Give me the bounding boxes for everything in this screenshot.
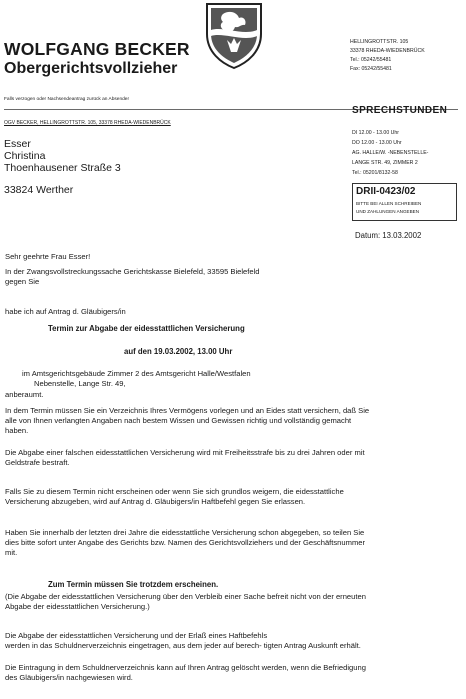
intro-request: habe ich auf Antrag d. Gläubigers/in xyxy=(5,307,126,316)
office-hours-line: DI 12.00 - 13.00 Uhr xyxy=(352,130,400,136)
paragraph-line: (Die Abgabe der eidesstattlichen Versicherung über den Verbleib einer Sache befreit nicht von der erneuten xyxy=(5,592,366,601)
sender-title: Obergerichtsvollzieher xyxy=(4,60,178,77)
office-hours-line: Tel.: 05201/8132-58 xyxy=(352,170,398,176)
paragraph-attendance xyxy=(5,592,457,612)
paragraph-line: mit. xyxy=(5,547,18,557)
paragraph-line: Haben Sie innerhalb der letzten drei Jahre die eidesstattliche Versicherung schon abgegeben, so teilen Sie xyxy=(5,528,365,537)
recipient-surname: Esser xyxy=(4,138,31,150)
paragraph-deletion xyxy=(5,663,457,683)
appointment-scheduled: anberaumt. xyxy=(5,390,44,399)
recipient-address xyxy=(4,138,121,196)
recipient-city: 33824 Werther xyxy=(4,184,74,196)
paragraph-register xyxy=(5,631,457,651)
contact-city: 33378 RHEDA-WIEDENBRÜCK xyxy=(350,48,425,54)
office-hours-line: DO 12.00 - 13.00 Uhr xyxy=(352,140,402,146)
paragraph-line: des Gläubigers/in nachgewiesen wird. xyxy=(5,672,133,682)
reference-number: DRII-0423/02 xyxy=(356,186,416,197)
paragraph-line: Falls Sie zu diesem Termin nicht erscheinen oder wenn Sie sich grundlos weigern, die eidesstattliche xyxy=(5,487,344,496)
paragraph-line: In dem Termin müssen Sie ein Verzeichnis Ihres Vermögens vorlegen und an Eides statt versichern, daß Sie xyxy=(5,406,370,415)
office-hours-line: LANGE STR. 49, ZIMMER 2 xyxy=(352,160,418,166)
intro-paragraph xyxy=(5,267,457,287)
paragraph-line: werden in das Schuldnerverzeichnis eingetragen, aus dem jeder auf berech- tigten Antrag Auskunft erhält. xyxy=(5,640,361,650)
paragraph-duties xyxy=(5,406,457,435)
sender-address-line: OGV BECKER, HELLINGROTTSTR. 105, 33378 RHEDA-WIEDENBRÜCK xyxy=(4,120,171,126)
reference-note-line: UND ZAHLUNGEN ANGEBEN xyxy=(356,209,420,214)
paragraph-line: haben. xyxy=(5,425,29,435)
sender-name: WOLFGANG BECKER xyxy=(4,39,190,59)
paragraph-line: Versicherung abzugeben, wird auf Antrag d. Gläubigers/in Haftbefehl gegen Sie erlassen. xyxy=(5,496,306,506)
office-hours-heading: SPRECHSTUNDEN xyxy=(352,105,448,116)
recipient-street: Thoenhausener Straße 3 xyxy=(4,162,121,174)
contact-block xyxy=(350,38,462,74)
paragraph-line: Die Abgabe einer falschen eidesstattlichen Versicherung wird mit Freiheitsstrafe bis zu drei Jahren oder mit xyxy=(5,448,365,457)
contact-street: HELLINGROTTSTR. 105 xyxy=(350,39,409,45)
recipient-firstname: Christina xyxy=(4,150,46,162)
intro-line: gegen Sie xyxy=(5,276,40,286)
intro-line: In der Zwangsvollstreckungssache Gerichtskasse Bielefeld, 33595 Bielefeld xyxy=(5,267,260,276)
paragraph-line: Abgabe der eidesstattlichen Versicherung.) xyxy=(5,601,150,611)
reference-note xyxy=(356,200,421,216)
appointment-heading: Termin zur Abgabe der eidesstattlichen Versicherung xyxy=(48,324,245,333)
contact-fax: Fax: 05242/55481 xyxy=(350,66,392,72)
attendance-notice: Zum Termin müssen Sie trotzdem erscheinen. xyxy=(48,580,219,589)
paragraph-penalty xyxy=(5,448,457,468)
appointment-location xyxy=(22,369,452,389)
paragraph-warrant xyxy=(5,487,457,507)
reference-box xyxy=(352,183,457,221)
location-line: Nebenstelle, Lange Str. 49, xyxy=(34,378,126,388)
office-hours-list xyxy=(352,128,460,178)
appointment-date: auf den 19.03.2002, 13.00 Uhr xyxy=(124,347,233,356)
paragraph-line: Die Abgabe der eidesstattlichen Versicherung und der Erlaß eines Haftbefehls xyxy=(5,631,268,640)
reference-note-line: BITTE BEI ALLEN SCHREIBEN xyxy=(356,201,422,206)
return-note: Falls verzogen oder Nachsendeantrag zurück an Absender xyxy=(4,97,130,102)
paragraph-line: Die Eintragung in dem Schuldnerverzeichnis kann auf Ihren Antrag gelöscht werden, wenn die Befriedigung xyxy=(5,663,366,672)
salutation: Sehr geehrte Frau Esser! xyxy=(5,252,91,261)
paragraph-line: dies bitte sofort unter Angabe des Gerichts bzw. Namen des Gerichtsvollziehers und der Geschäftsnummer xyxy=(5,537,366,547)
paragraph-line: Geldstrafe bestraft. xyxy=(5,457,70,467)
paragraph-line: alle von Ihnen verlangten Angaben nach bestem Wissen und Gewissen richtig und vollständig gemacht xyxy=(5,415,352,425)
paragraph-prior-declaration xyxy=(5,528,457,557)
coat-of-arms-icon xyxy=(203,0,265,70)
letter-date: Datum: 13.03.2002 xyxy=(355,231,422,240)
contact-phone: Tel.: 05242/55481 xyxy=(350,57,392,63)
location-line: im Amtsgerichtsgebäude Zimmer 2 des Amtsgericht Halle/Westfalen xyxy=(22,369,251,378)
office-hours-line: AG. HALLE/W. -NEBENSTELLE- xyxy=(352,150,429,156)
